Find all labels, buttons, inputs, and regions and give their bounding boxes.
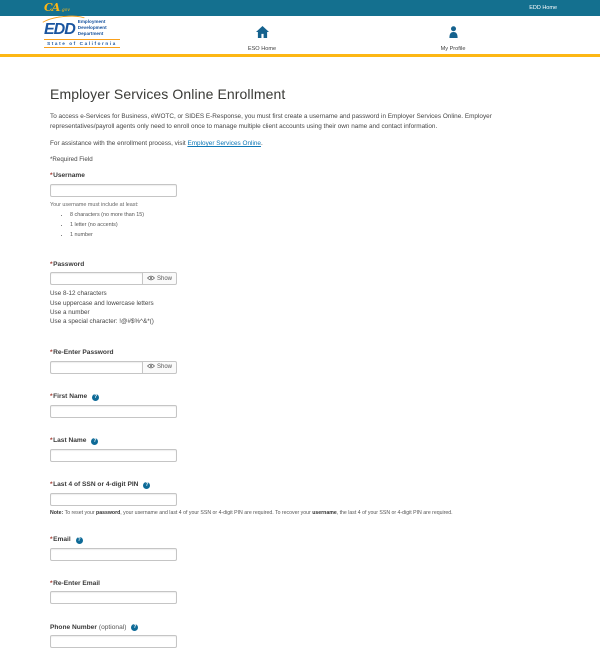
edd-logo-acronym: EDD	[44, 20, 75, 38]
edd-home-link[interactable]: EDD Home	[529, 5, 557, 11]
username-input[interactable]	[50, 184, 177, 197]
required-field-note: *Required Field	[50, 156, 93, 164]
eye-icon	[147, 275, 155, 283]
username-label: * Username	[50, 172, 85, 180]
ssn-pin-label: * Last 4 of SSN or 4-digit PIN ?	[50, 480, 149, 488]
email-input[interactable]	[50, 548, 177, 561]
phone-field-group	[50, 624, 550, 648]
reenter-password-label: * Re-Enter Password	[50, 348, 114, 356]
email-field-group	[50, 537, 550, 561]
first-name-input[interactable]	[50, 405, 177, 418]
password-rule: Use uppercase and lowercase letters	[50, 299, 154, 307]
intro-paragraph: To access e-Services for Business, eWOTC, or SIDES E-Response, you must first create a username and password in Employer Services Online. Employer representatives/payroll agents only need to enroll once to manage multiple client accounts using their own name and contact information.	[50, 113, 492, 130]
username-rule: • 8 characters (no more than 15)	[70, 212, 550, 218]
username-rules	[70, 212, 550, 238]
page-title: Employer Services Online Enrollment	[50, 86, 286, 102]
utility-bar	[0, 0, 600, 16]
password-field-group	[50, 262, 550, 326]
ssn-pin-field-group	[50, 482, 550, 517]
reenter-email-input[interactable]	[50, 591, 177, 604]
reenter-email-field-group	[50, 581, 550, 605]
nav-eso-home-label: ESO Home	[247, 46, 277, 52]
first-name-field-group	[50, 394, 550, 418]
reenter-password-field-group	[50, 350, 550, 374]
first-name-help-icon[interactable]: ?	[94, 393, 98, 400]
phone-help-icon[interactable]: ?	[133, 624, 137, 631]
last-name-help-icon[interactable]: ?	[93, 437, 97, 444]
password-rule: Use 8-12 characters	[50, 290, 107, 298]
ssn-pin-note: Note: To reset your password, your username and last 4 of your SSN or 4-digit PIN are required. To recover your username, the last 4 of your SSN or 4-digit PIN are required.	[50, 509, 453, 516]
reenter-email-label: * Re-Enter Email	[50, 579, 100, 587]
password-rules	[50, 289, 550, 326]
username-rule: • 1 letter (no accents)	[70, 222, 550, 228]
assistance-paragraph: For assistance with the enrollment process, visit Employer Services Online.	[50, 140, 263, 148]
reenter-password-input[interactable]	[50, 361, 142, 374]
username-field-group	[50, 173, 550, 238]
email-help-icon[interactable]: ?	[77, 536, 81, 543]
nav-eso-home[interactable]	[230, 25, 294, 52]
email-label: * Email ?	[50, 535, 81, 543]
edd-logo-state: State of California	[44, 39, 120, 48]
last-name-input[interactable]	[50, 449, 177, 462]
reenter-password-show-button[interactable]: Show	[142, 361, 177, 374]
ssn-pin-input[interactable]	[50, 493, 177, 506]
last-name-field-group	[50, 438, 550, 462]
password-show-button[interactable]: Show	[142, 272, 177, 285]
employer-services-online-link[interactable]: Employer Services Online	[187, 140, 261, 148]
nav-my-profile[interactable]	[421, 25, 485, 52]
password-label: * Password	[50, 260, 85, 268]
nav-my-profile-label: My Profile	[440, 46, 466, 52]
edd-logo-text: Employment Development Department	[77, 19, 107, 36]
first-name-label: * First Name ?	[50, 392, 98, 400]
password-rule: Use a special character: !@#$%^&*()	[50, 317, 154, 325]
phone-label: Phone Number (optional) ?	[50, 623, 137, 631]
ca-gov-logo-ca: CA	[44, 1, 60, 15]
edd-logo[interactable]	[44, 19, 120, 48]
site-header	[0, 16, 600, 57]
eye-icon	[147, 363, 155, 371]
ca-gov-logo-gov: .gov	[60, 8, 70, 14]
ca-gov-logo[interactable]	[44, 2, 70, 14]
phone-input[interactable]	[50, 635, 177, 648]
username-hint: Your username must include at least:	[50, 201, 139, 208]
person-icon	[448, 25, 459, 43]
main-content	[0, 86, 600, 648]
username-rule: • 1 number	[70, 232, 550, 238]
last-name-label: * Last Name ?	[50, 436, 97, 444]
password-rule: Use a number	[50, 308, 90, 316]
password-input[interactable]	[50, 272, 142, 285]
home-icon	[256, 25, 269, 43]
ssn-pin-help-icon[interactable]: ?	[145, 481, 149, 488]
phone-optional-tag: (optional)	[98, 623, 127, 631]
